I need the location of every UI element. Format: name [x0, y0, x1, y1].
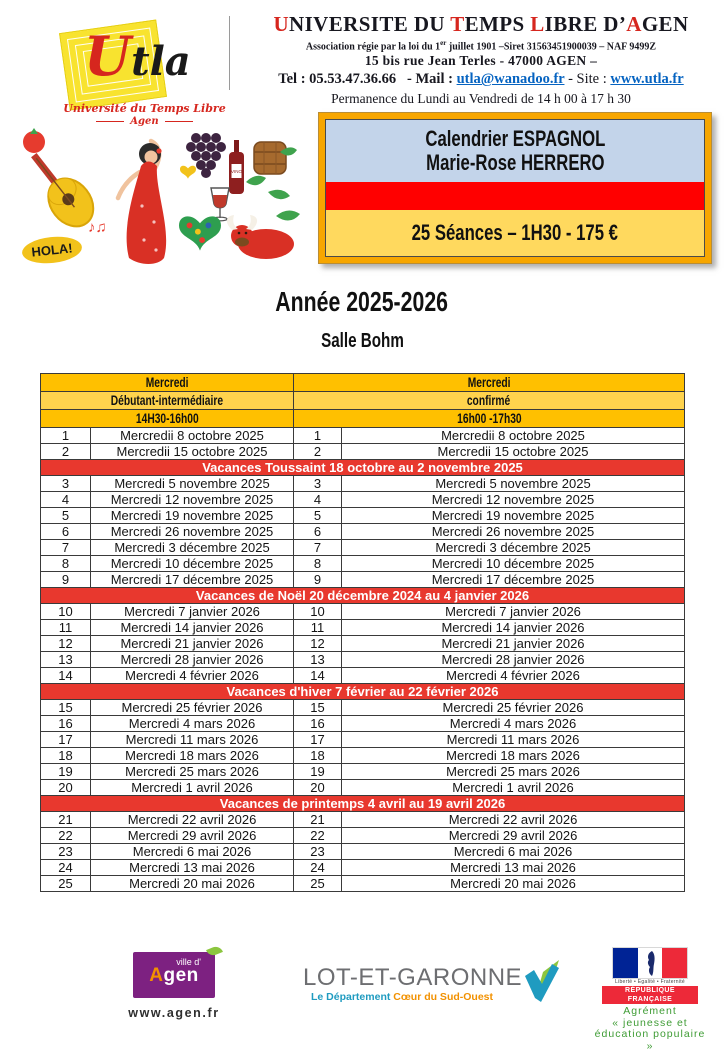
session-number: 7 [294, 540, 342, 556]
session-row [41, 508, 685, 524]
heart-icon [180, 166, 196, 179]
session-number: 20 [294, 780, 342, 796]
session-row [41, 556, 685, 572]
hola-bubble [21, 234, 83, 266]
session-date: Mercredi 13 mai 2026 [91, 860, 294, 876]
session-date: Mercredi 10 décembre 2025 [91, 556, 294, 572]
session-date: Mercredi 20 mai 2026 [342, 876, 685, 892]
tagline-departement: Le Département [311, 991, 391, 1003]
association-sup: er [440, 39, 447, 47]
session-number: 15 [294, 700, 342, 716]
session-number: 24 [41, 860, 91, 876]
rf-agrement [592, 1006, 708, 1052]
session-number: 4 [41, 492, 91, 508]
session-date: Mercredi 3 décembre 2025 [91, 540, 294, 556]
ville-agen-name-a: A [149, 965, 164, 986]
session-number: 3 [294, 476, 342, 492]
session-row [41, 716, 685, 732]
day-header-left: Mercredi [41, 374, 294, 392]
association-prefix: Association régie par la loi du 1 [305, 41, 441, 53]
republique-francaise-logo [592, 948, 708, 1052]
session-number: 10 [294, 604, 342, 620]
session-number: 24 [294, 860, 342, 876]
session-number: 23 [294, 844, 342, 860]
course-box-details-area [326, 210, 704, 256]
session-date: Mercredi 5 novembre 2025 [91, 476, 294, 492]
rf-agrement-line3: éducation populaire » [594, 1028, 706, 1052]
level-header-left: Débutant-intermédiaire [41, 392, 294, 410]
barrel-icon [254, 142, 286, 174]
session-date: Mercredi 22 avril 2026 [91, 812, 294, 828]
session-number: 12 [294, 636, 342, 652]
session-number: 13 [294, 652, 342, 668]
level-header-right: confirmé [294, 392, 685, 410]
room-title-wrap [0, 330, 724, 353]
header-text-block [246, 12, 716, 107]
session-row [41, 620, 685, 636]
session-number: 22 [294, 828, 342, 844]
course-box-title-area [326, 120, 704, 182]
mail-link[interactable]: utla@wanadoo.fr [456, 71, 565, 88]
session-number: 17 [294, 732, 342, 748]
session-row [41, 572, 685, 588]
session-date: Mercredi 10 décembre 2025 [342, 556, 685, 572]
session-number: 11 [294, 620, 342, 636]
session-number: 10 [41, 604, 91, 620]
address-line: 15 bis rue Jean Terles - 47000 AGEN – [364, 53, 598, 69]
french-flag-icon [613, 948, 687, 978]
ville-agen-prefix: ville d' [176, 957, 201, 967]
session-number: 19 [41, 764, 91, 780]
session-date: Mercredi 4 mars 2026 [342, 716, 685, 732]
lot-et-garonne-check-icon [525, 960, 559, 1007]
utla-logo-wordmark [84, 24, 191, 88]
session-row [41, 700, 685, 716]
vacation-label: Vacances de printemps 4 avril au 19 avril 2026 [41, 796, 685, 812]
title-red-initial: T [450, 12, 465, 36]
session-date: Mercredi 3 décembre 2025 [342, 540, 685, 556]
session-row [41, 812, 685, 828]
course-teacher: Marie-Rose HERRERO [425, 150, 605, 175]
tomato-icon [23, 128, 45, 153]
spanish-collage-illustration [10, 112, 298, 268]
session-number: 22 [41, 828, 91, 844]
ville-agen-logo-box [133, 952, 215, 998]
flag-red-band [662, 948, 687, 978]
session-date: Mercredi 20 mai 2026 [91, 876, 294, 892]
session-number: 20 [41, 780, 91, 796]
session-number: 14 [41, 668, 91, 684]
utla-logo-u: U [84, 24, 132, 88]
title-segment: EMPS [464, 12, 531, 36]
session-row [41, 540, 685, 556]
agen-url-link[interactable]: www.agen.fr [128, 1006, 220, 1020]
session-number: 1 [294, 428, 342, 444]
session-date: Mercredi 4 février 2026 [342, 668, 685, 684]
session-date: Mercredi 26 novembre 2025 [342, 524, 685, 540]
session-row [41, 860, 685, 876]
session-row [41, 524, 685, 540]
session-row [41, 732, 685, 748]
phone-number: Tel : 05.53.47.36.66 [278, 71, 397, 88]
session-date: Mercredi 1 avril 2026 [91, 780, 294, 796]
session-row [41, 668, 685, 684]
session-number: 11 [41, 620, 91, 636]
level-header-row [41, 392, 685, 410]
flag-white-band [638, 948, 663, 978]
session-date: Mercredi 7 janvier 2026 [91, 604, 294, 620]
course-details: 25 Séances – 1H30 - 175 € [411, 220, 619, 245]
session-date: Mercredii 8 octobre 2025 [342, 428, 685, 444]
session-date: Mercredi 4 février 2026 [91, 668, 294, 684]
session-date: Mercredi 4 mars 2026 [91, 716, 294, 732]
session-date: Mercredi 28 janvier 2026 [91, 652, 294, 668]
session-number: 5 [294, 508, 342, 524]
course-title: Calendrier ESPAGNOL [425, 126, 605, 151]
session-date: Mercredii 15 octobre 2025 [342, 444, 685, 460]
year-title: Année 2025-2026 [275, 286, 449, 317]
session-number: 21 [294, 812, 342, 828]
rf-agrement-line1: Agrément [623, 1005, 677, 1017]
session-number: 9 [41, 572, 91, 588]
session-date: Mercredi 28 janvier 2026 [342, 652, 685, 668]
utla-logo-city-label: Agen [130, 116, 159, 127]
session-date: Mercredi 11 mars 2026 [91, 732, 294, 748]
time-header-right: 16h00 -17h30 [294, 410, 685, 428]
wine-bottle-icon [229, 140, 244, 194]
session-row [41, 492, 685, 508]
leaf-icon [206, 944, 223, 957]
session-date: Mercredi 18 mars 2026 [342, 748, 685, 764]
session-date: Mercredi 5 novembre 2025 [342, 476, 685, 492]
session-number: 1 [41, 428, 91, 444]
time-header-left: 14H30-16h00 [41, 410, 294, 428]
course-box [318, 112, 712, 264]
university-title [246, 12, 716, 37]
session-date: Mercredi 14 janvier 2026 [91, 620, 294, 636]
session-date: Mercredi 29 avril 2026 [91, 828, 294, 844]
session-date: Mercredi 25 mars 2026 [91, 764, 294, 780]
session-number: 19 [294, 764, 342, 780]
session-number: 2 [41, 444, 91, 460]
opening-hours-line: Permanence du Lundi au Vendredi de 14 h 00 à 17 h 30 [331, 91, 631, 107]
day-header-right: Mercredi [294, 374, 685, 392]
session-number: 13 [41, 652, 91, 668]
ville-agen-logo [104, 952, 244, 1020]
ville-agen-name [133, 966, 215, 985]
session-row [41, 780, 685, 796]
session-date: Mercredi 25 février 2026 [342, 700, 685, 716]
vacation-row [41, 460, 685, 476]
year-title-wrap [0, 286, 724, 318]
session-row [41, 428, 685, 444]
session-date: Mercredi 7 janvier 2026 [342, 604, 685, 620]
association-line [246, 39, 716, 52]
session-date: Mercredi 14 janvier 2026 [342, 620, 685, 636]
course-box-red-stripe [326, 182, 704, 210]
vacation-label: Vacances de Noël 20 décembre 2024 au 4 janvier 2026 [41, 588, 685, 604]
rf-motto: Liberté • Égalité • Fraternité [614, 979, 686, 985]
association-rest: juillet 1901 –Siret 31563451900039 – NAF 9499Z [446, 41, 657, 53]
tagline-coeur: Cœur du Sud-Ouest [393, 991, 494, 1003]
session-number: 16 [41, 716, 91, 732]
vacation-row [41, 588, 685, 604]
rf-name: RÉPUBLIQUE FRANÇAISE [602, 986, 698, 1004]
session-number: 8 [41, 556, 91, 572]
session-date: Mercredii 8 octobre 2025 [91, 428, 294, 444]
session-number: 5 [41, 508, 91, 524]
session-row [41, 652, 685, 668]
session-date: Mercredi 29 avril 2026 [342, 828, 685, 844]
session-date: Mercredi 17 décembre 2025 [342, 572, 685, 588]
site-label: - Site : [568, 71, 607, 88]
session-row [41, 748, 685, 764]
session-date: Mercredi 6 mai 2026 [342, 844, 685, 860]
mail-label: - Mail : [407, 71, 453, 88]
rf-agrement-line2: « jeunesse et [612, 1016, 688, 1029]
music-notes-icon: ♪♫ [88, 219, 107, 236]
session-number: 4 [294, 492, 342, 508]
header-divider [229, 16, 230, 90]
title-segment: NIVERSITE DU [289, 12, 451, 36]
session-number: 2 [294, 444, 342, 460]
flag-blue-band [613, 948, 638, 978]
session-number: 25 [294, 876, 342, 892]
site-link[interactable]: www.utla.fr [610, 71, 684, 88]
session-date: Mercredi 18 mars 2026 [91, 748, 294, 764]
session-date: Mercredi 22 avril 2026 [342, 812, 685, 828]
session-row [41, 764, 685, 780]
session-date: Mercredi 1 avril 2026 [342, 780, 685, 796]
ville-agen-name-rest: gen [163, 965, 199, 986]
contact-line [246, 71, 716, 88]
svg-text:VINO: VINO [230, 169, 243, 174]
time-header-row [41, 410, 685, 428]
session-row [41, 444, 685, 460]
bull-icon [227, 215, 294, 259]
utla-logo-tla: tla [131, 38, 191, 85]
session-date: Mercredi 6 mai 2026 [91, 844, 294, 860]
title-segment: IBRE D’ [544, 12, 627, 36]
title-segment: GEN [641, 12, 689, 36]
session-number: 15 [41, 700, 91, 716]
session-number: 21 [41, 812, 91, 828]
course-box-inner [325, 119, 705, 257]
session-row [41, 844, 685, 860]
session-date: Mercredi 19 novembre 2025 [91, 508, 294, 524]
session-number: 17 [41, 732, 91, 748]
mosaic-heart-icon [179, 216, 221, 250]
lot-et-garonne-tagline [303, 991, 523, 1003]
session-number: 8 [294, 556, 342, 572]
session-number: 16 [294, 716, 342, 732]
session-date: Mercredii 15 octobre 2025 [91, 444, 294, 460]
session-number: 23 [41, 844, 91, 860]
session-date: Mercredi 19 novembre 2025 [342, 508, 685, 524]
session-row [41, 604, 685, 620]
utla-logo [52, 18, 237, 127]
lot-et-garonne-logo [303, 966, 523, 1003]
session-number: 6 [41, 524, 91, 540]
title-red-initial: U [273, 12, 290, 36]
title-red-initial: A [626, 12, 642, 36]
session-date: Mercredi 17 décembre 2025 [91, 572, 294, 588]
vacation-row [41, 684, 685, 700]
marianne-icon [638, 948, 662, 978]
session-row [41, 876, 685, 892]
wine-glass-icon [211, 188, 229, 221]
svg-text:HOLA!: HOLA! [30, 240, 74, 260]
session-number: 25 [41, 876, 91, 892]
session-number: 3 [41, 476, 91, 492]
session-number: 9 [294, 572, 342, 588]
session-date: Mercredi 21 janvier 2026 [91, 636, 294, 652]
utla-logo-subtitle: Université du Temps Libre [63, 102, 226, 115]
session-date: Mercredi 11 mars 2026 [342, 732, 685, 748]
title-red-initial: L [530, 12, 545, 36]
session-number: 12 [41, 636, 91, 652]
schedule-table [40, 373, 685, 892]
session-date: Mercredi 21 janvier 2026 [342, 636, 685, 652]
lot-et-garonne-name: LOT-ET-GARONNE [303, 964, 523, 991]
session-date: Mercredi 13 mai 2026 [342, 860, 685, 876]
session-number: 18 [294, 748, 342, 764]
session-date: Mercredi 12 novembre 2025 [342, 492, 685, 508]
room-title: Salle Bohm [320, 330, 404, 352]
spanish-collage-svg [10, 112, 298, 268]
session-row [41, 476, 685, 492]
flamenco-dancer-icon [118, 141, 166, 264]
session-date: Mercredi 25 mars 2026 [342, 764, 685, 780]
session-date: Mercredi 26 novembre 2025 [91, 524, 294, 540]
vacation-label: Vacances d'hiver 7 février au 22 février 2026 [41, 684, 685, 700]
session-date: Mercredi 25 février 2026 [91, 700, 294, 716]
session-row [41, 636, 685, 652]
session-number: 14 [294, 668, 342, 684]
vacation-label: Vacances Toussaint 18 octobre au 2 novembre 2025 [41, 460, 685, 476]
session-number: 6 [294, 524, 342, 540]
session-row [41, 828, 685, 844]
session-number: 18 [41, 748, 91, 764]
session-number: 7 [41, 540, 91, 556]
session-date: Mercredi 12 novembre 2025 [91, 492, 294, 508]
vacation-row [41, 796, 685, 812]
day-header-row [41, 374, 685, 392]
